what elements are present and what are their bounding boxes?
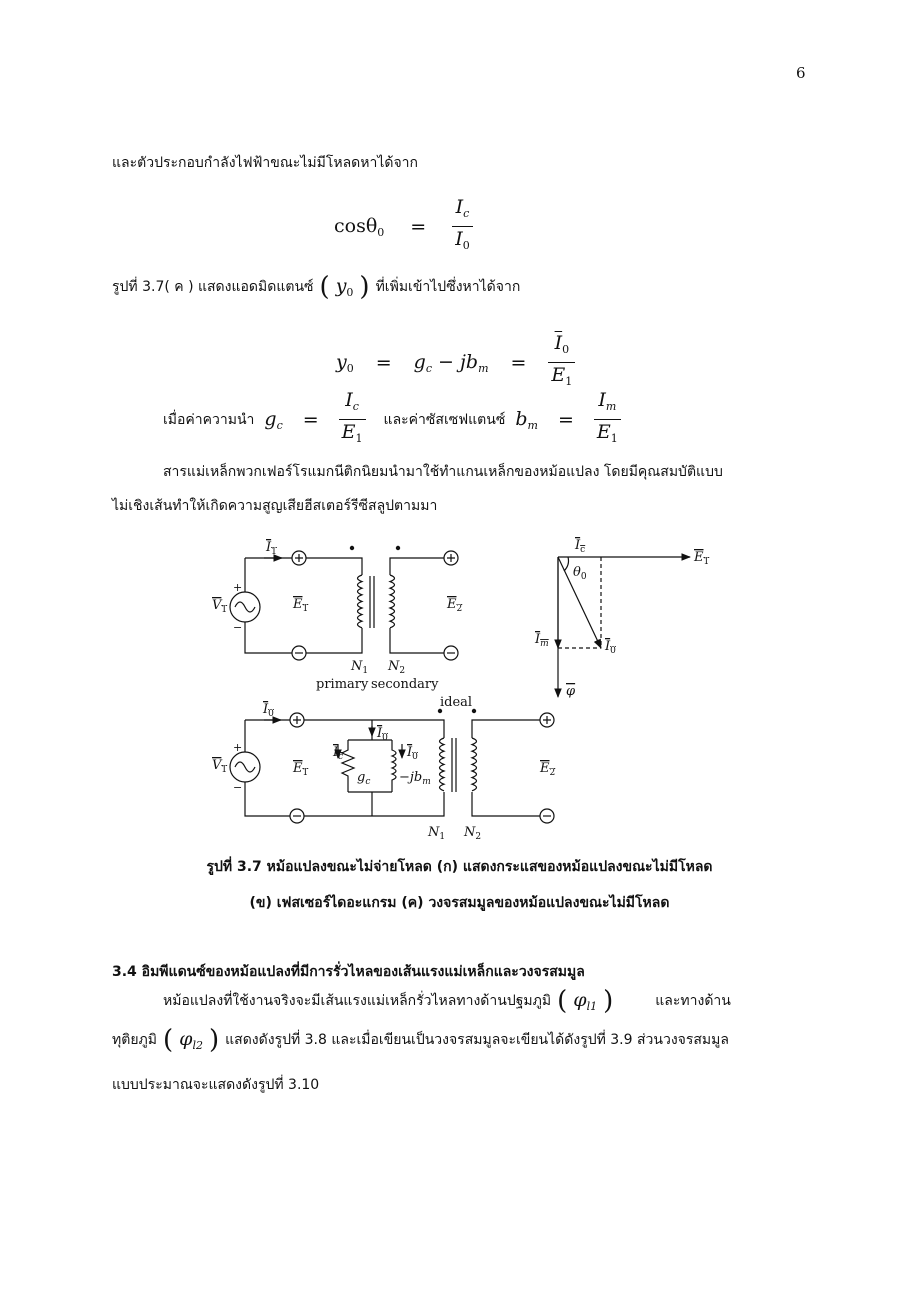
paragraph-leakage-2: ทุติยภูมิ ( $\varphi_{l2}$ ) แสดงดังรูปที่ 3.8 และเมื่อเขียนเป็นวงจรสมมูลจะเขียนได้ดังรูปที่ 3.9 ส่วนวงจรสมมูล — [112, 1025, 729, 1055]
equation-conductance-susceptance: เมื่อค่าความนำ $g_c$ = $\frac{I_c}{E_1}$ และค่าซัสเซฟแตนซ์ $b_m$ = $\frac{I_m}{E_1}$ — [163, 388, 621, 451]
label-c-I0-branch: $I_0$ — [377, 726, 388, 743]
label-a-minus: − — [233, 621, 243, 634]
page-number: 6 — [796, 64, 806, 82]
paragraph-leakage-3: แบบประมาณจะแสดงดังรูปที่ 3.10 — [112, 1077, 320, 1093]
paragraph-ferromagnetic-1: สารแม่เหล็กพวกเฟอร์โรแมกนีติกนิยมนำมาใช้ทำแกนเหล็กของหม้อแปลง โดยมีคุณสมบัติแบบ — [163, 464, 723, 480]
label-c-V1: $V_1$ — [212, 758, 228, 775]
section-heading: 3.4 อิมพีแดนซ์ของหม้อแปลงที่มีการรั่วไหลของเส้นแรงแม่เหล็กและวงจรสมมูล — [112, 964, 585, 980]
label-c-gc: $g_c$ — [357, 770, 371, 787]
paragraph-admittance: รูปที่ 3.7( ค ) แสดงแอดมิดแตนซ์ ( $y_0$ ) ที่เพิ่มเข้าไปซึ่งหาได้จาก — [112, 272, 521, 302]
label-primary: primary — [316, 677, 369, 692]
eq-equals: = — [410, 215, 427, 238]
symbol-y0: $y_0$ — [335, 275, 354, 299]
label-c-Im: $I_0$ — [407, 745, 418, 762]
label-c-jbm: $-jb_m$ — [399, 770, 431, 787]
label-c-minus: − — [233, 781, 243, 794]
figure-caption-line-1: รูปที่ 3.7 หม้อแปลงขณะไม่จ่ายโหลด (ก) แสดงกระแสของหม้อแปลงขณะไม่มีโหลด — [206, 859, 713, 875]
label-b-phi: φ — [566, 684, 576, 699]
label-a-plus: + — [233, 581, 243, 594]
paragraph-leakage-1: หม้อแปลงที่ใช้งานจริงจะมีเส้นแรงแม่เหล็กรั่วไหลทางด้านปฐมภูมิ ( $\varphi_{l1}$ ) และทางด้าน — [163, 986, 731, 1016]
label-c-Ic: $I_c$ — [333, 745, 344, 762]
label-c-N2: $N_2$ — [464, 825, 482, 842]
label-b-E1: $E_1$ — [694, 550, 710, 567]
symbol-phi-l2: $\varphi_{l2}$ — [179, 1028, 203, 1052]
eq-cos-lhs: cosθ$_0$ — [334, 214, 385, 239]
label-a-V1: $V_1$ — [212, 598, 228, 615]
label-a-E2: $E_2$ — [447, 597, 463, 614]
equation-cos-theta — [334, 195, 473, 258]
label-c-ideal: ideal — [440, 695, 473, 710]
figure-caption-line-2: (ข) เฟสเซอร์ไดอะแกรม (ค) วงจรสมมูลของหม้อแปลงขณะไม่มีโหลด — [249, 895, 670, 911]
label-c-I0-line: $I_0$ — [263, 702, 274, 719]
label-a-N1: $N_1$ — [351, 659, 369, 676]
label-b-theta: $\theta_0$ — [573, 565, 587, 582]
label-c-N1: $N_1$ — [428, 825, 446, 842]
label-c-E2: $E_2$ — [540, 761, 556, 778]
eq-cos-fraction: $\frac{I_c}{I_0}$ — [452, 195, 473, 258]
paragraph-power-factor: และตัวประกอบกำลังไฟฟ้าขณะไม่มีโหลดหาได้จาก — [112, 155, 419, 171]
label-a-E1: $E_1$ — [293, 597, 309, 614]
label-b-I0: $I_0$ — [605, 639, 616, 656]
label-b-Ic: $I_c$ — [575, 538, 586, 555]
label-c-E1: $E_1$ — [293, 761, 309, 778]
figure-3-7 — [0, 525, 919, 855]
label-b-Im: $I_m$ — [535, 632, 549, 649]
paragraph-ferromagnetic-2: ไม่เชิงเส้นทำให้เกิดความสูญเสียฮีสเตอร์รีซีสลูปตามมา — [112, 498, 438, 514]
label-c-plus: + — [233, 741, 243, 754]
label-a-I1: $I_1$ — [266, 540, 277, 557]
label-secondary: secondary — [371, 677, 439, 692]
equation-y0: $y_0$ = $g_c - jb_m$ = $\frac{\overline{I}_0}{E_1}$ — [336, 331, 575, 394]
label-a-N2: $N_2$ — [388, 659, 406, 676]
symbol-phi-l1: $\varphi_{l1}$ — [573, 989, 598, 1013]
